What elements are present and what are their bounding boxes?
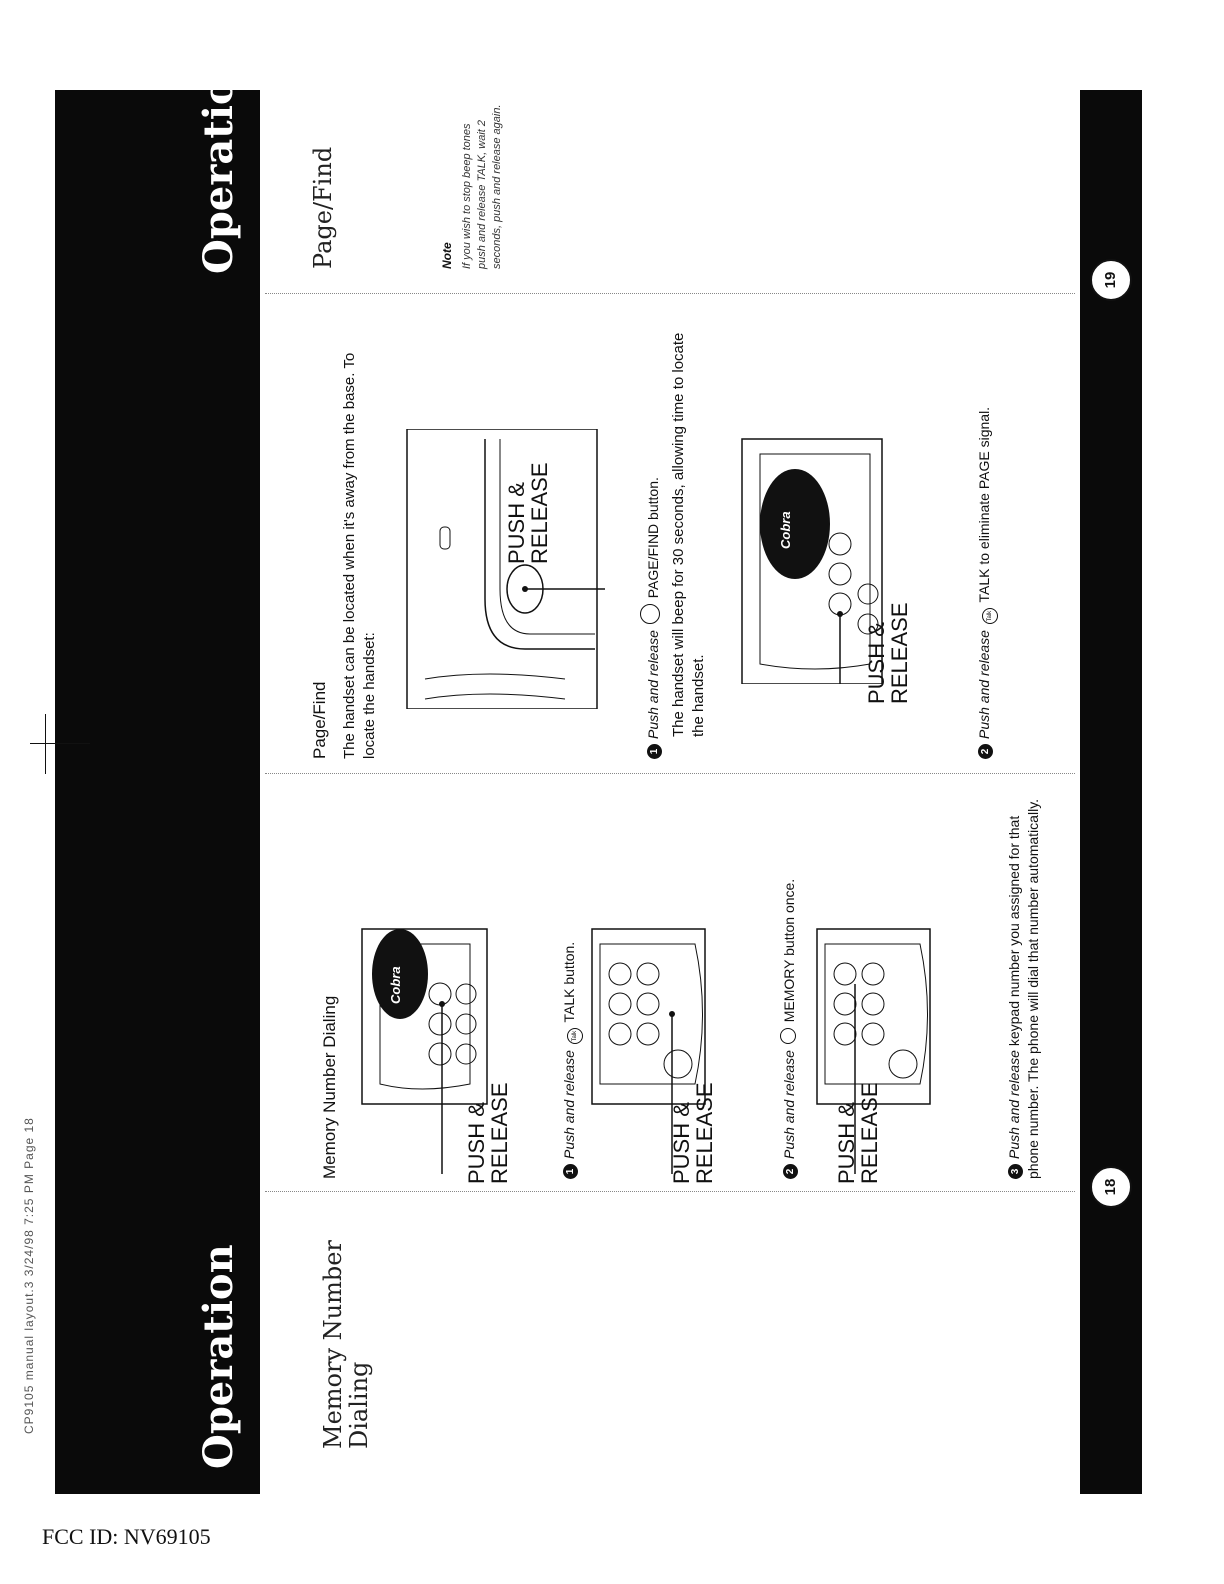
fcc-id: FCC ID: NV69105 [42,1524,211,1549]
push-release-label-4: PUSH & RELEASE [864,602,912,704]
push-release-label-3: PUSH & RELEASE [834,1082,882,1184]
memory-step-1: 1Push and release Talk TALK button. [560,942,583,1179]
band-title-left: Operation [195,1244,242,1469]
column-divider-left [265,1191,1075,1192]
page-find-intro: The handset can be located when it's away from the base. To locate the handset: [341,352,378,759]
sidebar-title-right: Page/Find [309,146,337,269]
page-find-step-1-detail: The handset will beep for 30 seconds, allowing time to locate the handset. [670,332,707,737]
column-divider-center [265,773,1075,774]
push-release-label-1: PUSH & RELEASE [464,1082,512,1184]
band-title-right: Operation [195,49,242,274]
section-title-memory-dialing: Memory Number Dialing [320,995,339,1179]
memory-step-3: 3Push and release keypad number you assigned for that phone number. The phone will dial that number automatically. [1006,798,1041,1179]
note-text: If you wish to stop beep tones push and release TALK, wait 2 seconds, push and release again. [461,104,503,269]
page-find-step-2: 2Push and release Talk TALK to eliminate PAGE signal. [975,319,998,759]
page-number-19: 19 [1092,261,1130,299]
page-number-18: 18 [1092,1168,1130,1206]
note-heading: Note [440,242,454,269]
push-release-label-base: PUSH & RELEASE [504,462,552,564]
talk-icon: Talk [982,608,998,624]
brand-label: Cobra [388,966,403,1004]
margin-header: CP9105 manual layout.3 3/24/98 7:25 PM Page 18 [22,1117,36,1434]
crop-mark [45,714,46,774]
column-divider-right [265,293,1075,294]
section-title-page-find: Page/Find [310,681,329,759]
svg-text:Cobra: Cobra [778,511,793,549]
push-release-label-2: PUSH & RELEASE [669,1082,717,1184]
page-find-step-1: 1Push and release PAGE/FIND button. The handset will beep for 30 seconds, allowing time to locate the handset. [640,319,709,759]
sidebar-title-left: Memory Number Dialing [319,1240,373,1449]
page-find-icon [640,604,660,624]
memory-icon [780,1028,796,1044]
memory-step-2: 2Push and release MEMORY button once. [780,879,799,1179]
talk-icon: Talk [567,1028,583,1044]
footer-band [1080,90,1142,1494]
crop-mark [30,743,90,744]
